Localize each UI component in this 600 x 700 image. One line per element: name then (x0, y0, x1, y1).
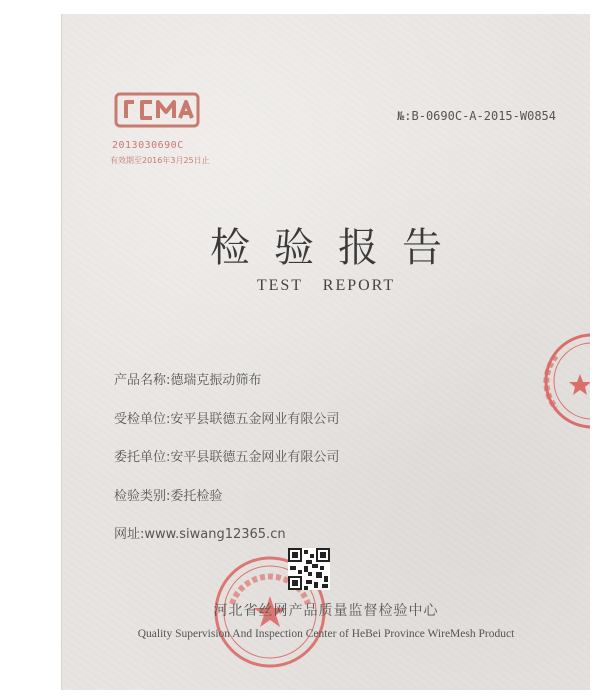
left-margin (0, 0, 62, 700)
field-value: 德瑞克振动筛布 (170, 373, 262, 388)
issuer-name-chinese: 河北省丝网产品质量监督检验中心 (213, 603, 439, 619)
field-value: 安平县联德五金网业有限公司 (170, 450, 340, 465)
field-inspection-type (114, 485, 222, 504)
field-label: 产品名称: (114, 373, 171, 388)
field-label: 检验类别: (114, 489, 171, 504)
field-value: 委托检验 (170, 489, 223, 504)
field-label: 委托单位: (114, 450, 171, 465)
field-value: 安平县联德五金网业有限公司 (170, 412, 340, 427)
issuer-name-english: Quality Supervision And Inspection Center of HeBei Province WireMesh Product (137, 628, 515, 640)
cma-valid-until: 有效期至2016年3月25日止 (110, 156, 210, 165)
cma-logo-icon (112, 86, 202, 132)
field-product-name (114, 369, 261, 388)
field-inspected-unit (114, 408, 339, 427)
report-title-chinese: 检验报告 (210, 225, 466, 271)
field-website (114, 523, 286, 542)
report-number: №:B-0690C-A-2015-W0854 (397, 109, 556, 123)
partial-seal-icon (534, 326, 590, 436)
cma-certificate-code: 2013030690C (112, 140, 184, 151)
field-value: www.siwang12365.cn (144, 527, 286, 542)
field-client-unit (114, 446, 339, 465)
field-label: 受检单位: (114, 412, 171, 427)
qr-code-icon (288, 548, 330, 590)
report-cover-page (62, 14, 590, 690)
report-title-english: TEST REPORT (256, 277, 396, 294)
field-label: 网址: (114, 527, 145, 542)
